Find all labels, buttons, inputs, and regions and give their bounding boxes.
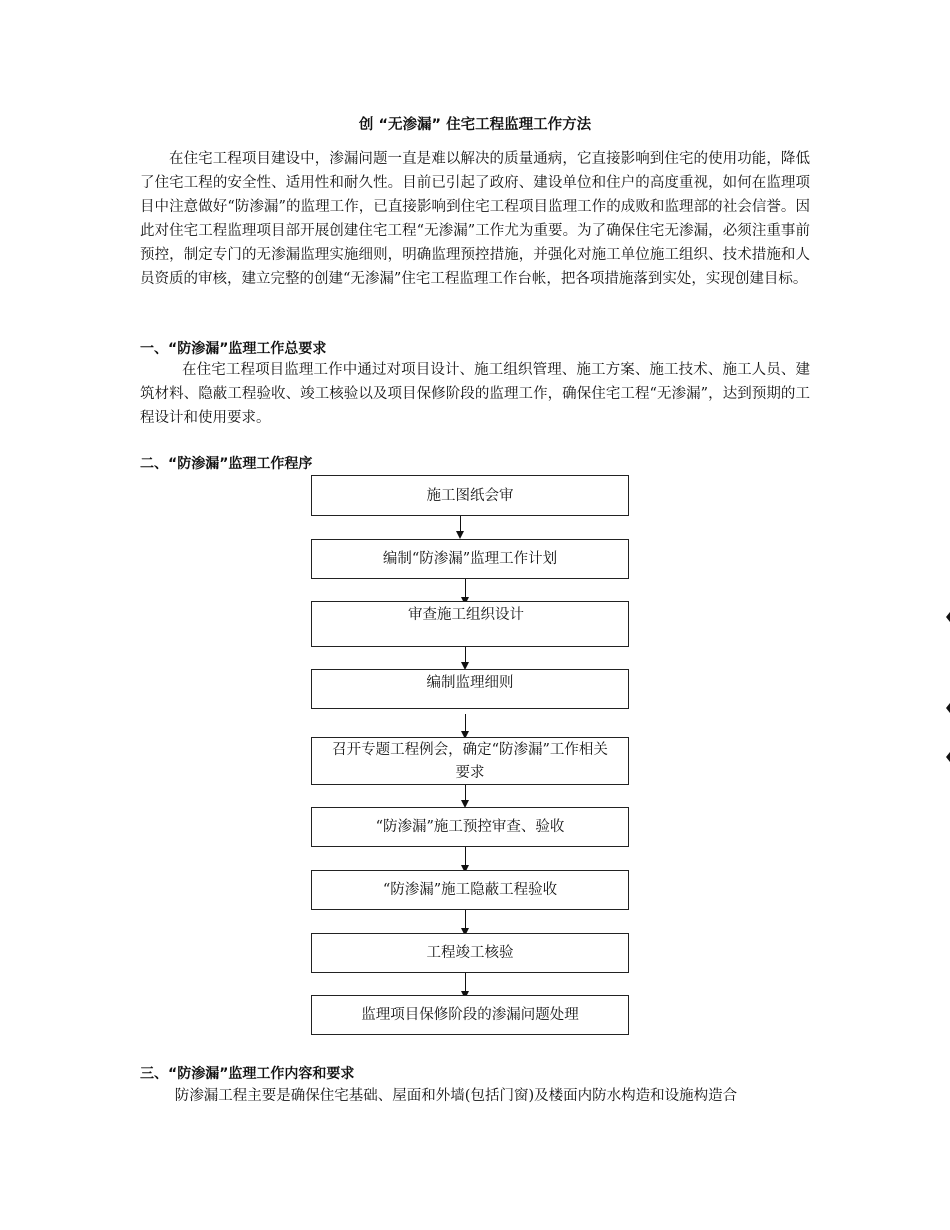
flow-arrow bbox=[465, 579, 466, 598]
flow-step-precontrol-review: “防渗漏”施工预控审查、验收 bbox=[311, 807, 629, 847]
flow-arrow bbox=[465, 847, 466, 866]
flow-step-drawing-review: 施工图纸会审 bbox=[311, 475, 629, 516]
flow-arrow bbox=[460, 516, 461, 532]
section3-heading: 三、“防渗漏”监理工作内容和要求 bbox=[140, 1066, 355, 1082]
flow-step-concealed-works: “防渗漏”施工隐蔽工程验收 bbox=[311, 870, 629, 910]
section3-body: 防渗漏工程主要是确保住宅基础、屋面和外墙(包括门窗)及楼面内防水构造和设施构造合 bbox=[174, 1088, 738, 1104]
edge-arrow-icon bbox=[946, 703, 950, 713]
arrow-head-icon bbox=[456, 531, 464, 539]
flow-step-supervision-rules: 编制监理细则 bbox=[311, 669, 629, 709]
flow-step-warranty-handling: 监理项目保修阶段的渗漏问题处理 bbox=[311, 995, 629, 1035]
edge-arrow-icon bbox=[946, 612, 950, 622]
flow-arrow bbox=[465, 647, 466, 663]
flow-arrow bbox=[465, 973, 466, 992]
document-title: 创 “无渗漏” 住宅工程监理工作方法 bbox=[358, 117, 592, 133]
section1-body: 在住宅工程项目监理工作中通过对项目设计、施工组织管理、施工方案、施工技术、施工人员、建筑材料、隐蔽工程验收、竣工核验以及项目保修阶段的监理工作，确保住宅工程“无渗漏”，达到预期的工程设计和使用要求。 bbox=[140, 362, 810, 426]
flow-step-construction-design-review: 审查施工组织设计 bbox=[311, 601, 629, 647]
intro-paragraph: 在住宅工程项目建设中，渗漏问题一直是难以解决的质量通病，它直接影响到住宅的使用功能，降低了住宅工程的安全性、适用性和耐久性。目前已引起了政府、建设单位和住户的高度重视，如何在监理项目中注意做好“防渗漏”的监理工作，已直接影响到住宅工程项目监理工作的成败和监理部的社会信誉。因此对住宅工程监理项目部开展创建住宅工程“无渗漏”工作尤为重要。为了确保住宅无渗漏，必须注重事前预控，制定专门的无渗漏监理实施细则，明确监理预控措施，并强化对施工单位施工组织、技术措施和人员资质的审核，建立完整的创建“无渗漏”住宅工程监理工作台帐，把各项措施落到实处，实现创建目标。 bbox=[140, 151, 810, 287]
flow-arrow bbox=[465, 714, 466, 732]
section1-heading: 一、“防渗漏”监理工作总要求 bbox=[140, 341, 327, 357]
flow-step-special-meeting: 召开专题工程例会，确定“防渗漏”工作相关要求 bbox=[311, 737, 629, 785]
flow-step-work-plan: 编制“防渗漏”监理工作计划 bbox=[311, 539, 629, 579]
flow-step-completion-check: 工程竣工核验 bbox=[311, 933, 629, 973]
section2-heading: 二、“防渗漏”监理工作程序 bbox=[140, 456, 313, 472]
edge-arrow-icon bbox=[946, 752, 950, 762]
flow-arrow bbox=[465, 910, 466, 929]
